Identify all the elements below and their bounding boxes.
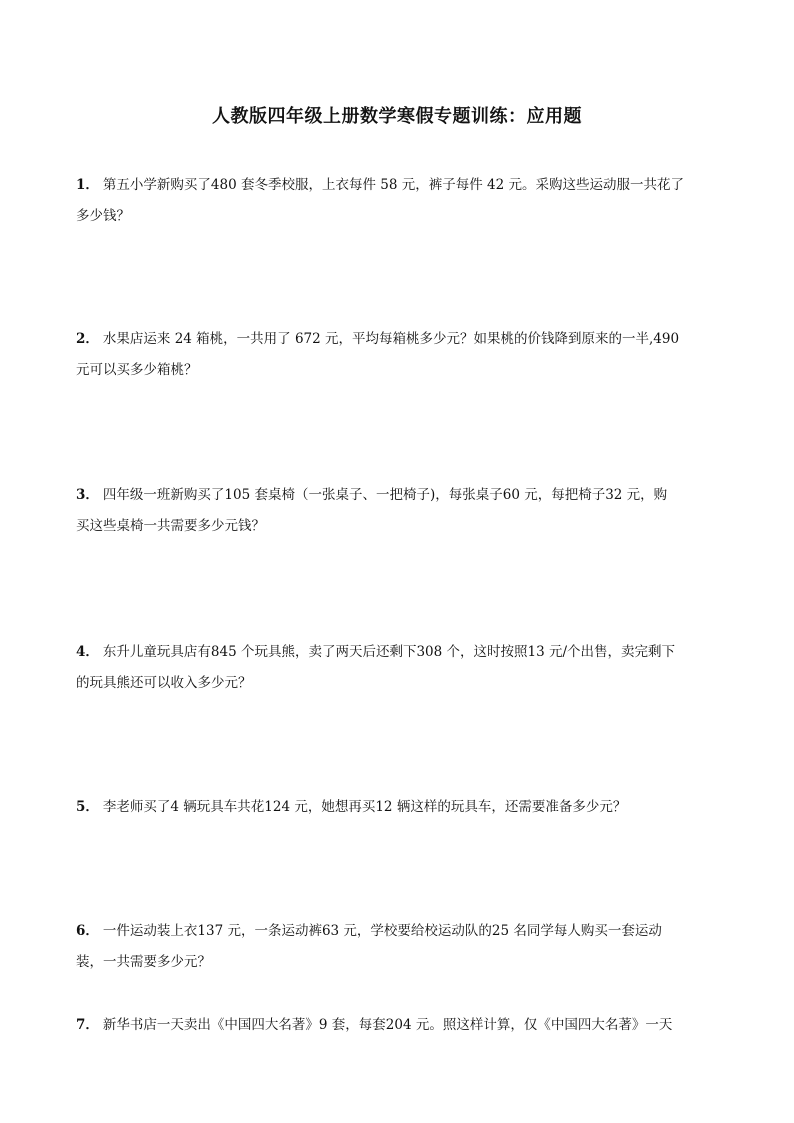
question-3-text-1: 四年级一班新购买了105 套桌椅（一张桌子、一把椅子)，每张桌子60 元，每把椅子32 元，购	[102, 487, 668, 503]
question-5	[76, 792, 720, 823]
question-2-line-1	[76, 324, 720, 355]
question-7-number: 7．	[76, 1017, 99, 1033]
question-5-line-1	[76, 792, 720, 823]
question-2-text-2: 元可以买多少箱桃？	[76, 362, 198, 378]
question-3-line-1	[76, 480, 720, 511]
question-1-text-1: 第五小学新购买了480 套冬季校服，上衣每件 58 元，裤子每件 42 元。采购这些运动服一共花了	[102, 177, 684, 193]
question-7	[76, 1010, 720, 1041]
question-7-line-1	[76, 1010, 720, 1041]
question-6-line-1	[76, 916, 720, 947]
question-5-text-1: 李老师买了4 辆玩具车共花124 元，她想再买12 辆这样的玩具车，还需要准备多少元？	[102, 799, 627, 815]
question-3-number: 3．	[76, 487, 99, 503]
question-6	[76, 916, 720, 978]
question-1-text-2: 多少钱？	[76, 208, 130, 224]
page-title: 人教版四年级上册数学寒假专题训练：应用题	[212, 106, 582, 127]
question-4-number: 4．	[76, 644, 99, 660]
question-3-text-2: 买这些桌椅一共需要多少元钱？	[76, 518, 265, 534]
question-5-number: 5．	[76, 799, 99, 815]
question-4-text-1: 东升儿童玩具店有845 个玩具熊，卖了两天后还剩下308 个，这时按照13 元/个出售，卖完剩下	[102, 644, 676, 660]
question-1	[76, 170, 720, 232]
question-6-number: 6．	[76, 923, 99, 939]
question-6-text-2: 装，一共需要多少元？	[76, 954, 211, 970]
question-2-text-1: 水果店运来 24 箱桃，一共用了 672 元，平均每箱桃多少元？如果桃的价钱降到原来的一半,490	[102, 331, 680, 347]
question-4	[76, 637, 720, 699]
question-7-text-1: 新华书店一天卖出《中国四大名著》9 套，每套204 元。照这样计算，仅《中国四大名著》一天	[102, 1017, 673, 1033]
question-1-line-1	[76, 170, 720, 201]
question-1-number: 1．	[76, 177, 99, 193]
question-2-number: 2．	[76, 331, 99, 347]
question-3	[76, 480, 720, 542]
question-2	[76, 324, 720, 386]
question-4-text-2: 的玩具熊还可以收入多少元？	[76, 675, 252, 691]
question-6-text-1: 一件运动装上衣137 元，一条运动裤63 元，学校要给校运动队的25 名同学每人购买一套运动	[102, 923, 662, 939]
question-4-line-1	[76, 637, 720, 668]
